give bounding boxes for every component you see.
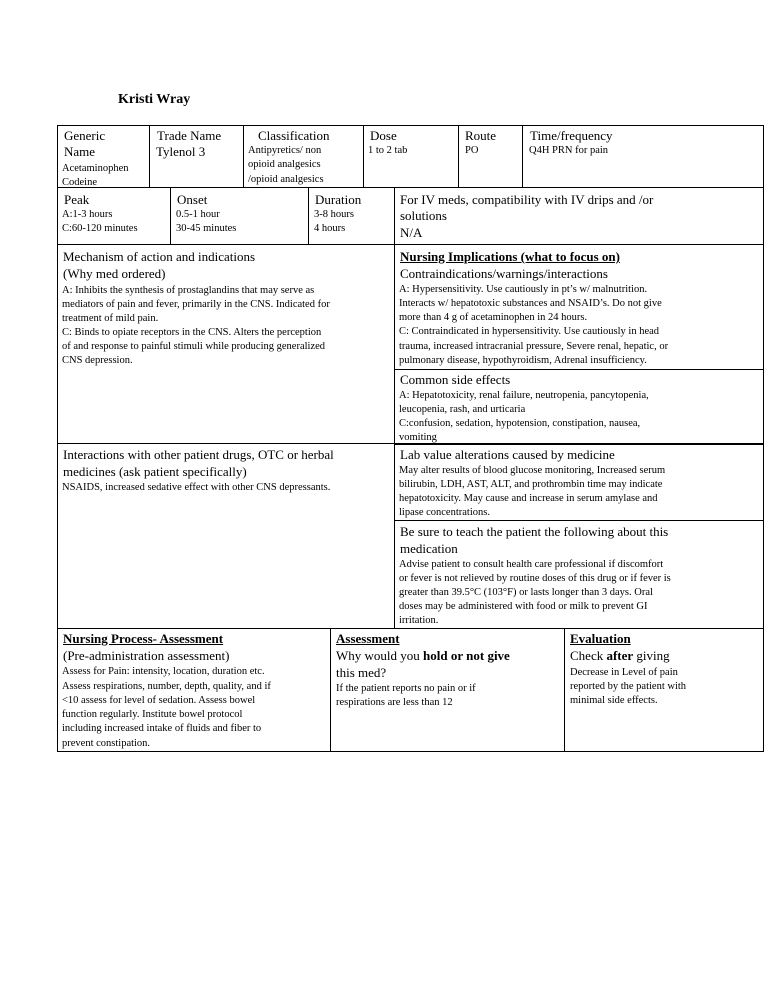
peak-value-2: C:60-120 minutes xyxy=(62,223,138,234)
trade-label: Trade Name xyxy=(157,128,222,143)
evaluation-cell xyxy=(564,628,764,752)
frequency-label: Time/frequency xyxy=(530,128,613,143)
nursing-implications-title: Nursing Implications (what to focus on) xyxy=(400,249,620,264)
evaluation-question-start: Check xyxy=(570,648,607,663)
teaching-line: doses may be administered with food or milk to prevent GI xyxy=(399,601,648,612)
hold-question-start: Why would you xyxy=(336,648,424,663)
process-assessment-cell xyxy=(57,628,331,752)
classification-value-1: Antipyretics/ non xyxy=(248,145,322,156)
nursing-implications-subtitle: Contraindications/warnings/interactions xyxy=(400,266,608,281)
iv-label-2: solutions xyxy=(400,208,447,223)
teaching-line: or fever is not relieved by routine doses of this drug or if fever is xyxy=(399,573,671,584)
dose-value: 1 to 2 tab xyxy=(368,145,408,156)
generic-label-1: Generic xyxy=(64,128,106,143)
evaluation-line: Decrease in Level of pain xyxy=(570,667,678,678)
classification-value-2: opioid analgesics xyxy=(248,159,321,170)
hold-assessment-title: Assessment xyxy=(336,631,400,646)
evaluation-question-bold: after xyxy=(606,648,634,663)
evaluation-title: Evaluation xyxy=(570,631,631,646)
peak-cell xyxy=(57,187,171,245)
teaching-line: greater than 39.5°C (103°F) or lasts longer than 3 days. Oral xyxy=(399,587,653,598)
nursing-implications-line: C: Contraindicated in hypersensitivity. Use cautiously in head xyxy=(399,326,660,337)
evaluation-question xyxy=(570,648,670,664)
side-effects-cell xyxy=(394,369,764,445)
lab-values-cell xyxy=(394,443,764,521)
iv-value: N/A xyxy=(400,225,423,240)
side-effects-line: C:confusion, sedation, hypotension, constipation, nausea, xyxy=(399,418,641,429)
trade-value: Tylenol 3 xyxy=(156,144,206,159)
hold-assessment-line: respirations are less than 12 xyxy=(336,697,453,708)
mechanism-line: of and response to painful stimuli while producing generalized xyxy=(62,341,326,352)
mechanism-cell xyxy=(57,244,395,444)
process-assessment-line: Assess for Pain: intensity, location, duration etc. xyxy=(62,666,265,677)
nursing-implications-line: Interacts w/ hepatotoxic substances and NSAID’s. Do not give xyxy=(399,298,662,309)
nursing-implications-line: A: Hypersensitivity. Use cautiously in pt’s w/ malnutrition. xyxy=(399,284,648,295)
process-assessment-line: Assess respirations, number, depth, quality, and if xyxy=(62,681,271,692)
teaching-title-2: medication xyxy=(400,541,458,556)
generic-label-2: Name xyxy=(64,144,96,159)
nursing-implications-line: trauma, increased intracranial pressure, Severe renal, hepatic, or xyxy=(399,341,669,352)
duration-value-1: 3-8 hours xyxy=(314,209,354,220)
interactions-cell xyxy=(57,443,395,629)
frequency-cell xyxy=(522,125,764,188)
interactions-text: NSAIDS, increased sedative effect with other CNS depressants. xyxy=(62,482,331,493)
nursing-implications-line: pulmonary disease, hypothyroidism, Adrenal insufficiency. xyxy=(399,355,647,366)
process-assessment-title: Nursing Process- Assessment xyxy=(63,631,224,646)
peak-label: Peak xyxy=(64,192,90,207)
author-name: Kristi Wray xyxy=(118,92,191,107)
nursing-implications-cell xyxy=(394,244,764,370)
teaching-line: irritation. xyxy=(399,615,439,626)
route-label: Route xyxy=(465,128,497,143)
side-effects-line: leucopenia, rash, and urticaria xyxy=(399,404,526,415)
onset-value-1: 0.5-1 hour xyxy=(176,209,220,220)
hold-question-end: this med? xyxy=(336,665,387,680)
hold-assessment-question xyxy=(336,648,510,664)
duration-label: Duration xyxy=(315,192,362,207)
side-effects-line: vomiting xyxy=(399,432,437,443)
teaching-title-1: Be sure to teach the patient the following about this xyxy=(400,524,669,539)
teaching-line: Advise patient to consult health care professional if discomfort xyxy=(399,559,664,570)
evaluation-line: reported by the patient with xyxy=(570,681,687,692)
process-assessment-subtitle: (Pre-administration assessment) xyxy=(63,648,230,663)
mechanism-line: CNS depression. xyxy=(62,355,133,366)
evaluation-line: minimal side effects. xyxy=(570,695,658,706)
hold-assessment-cell xyxy=(330,628,565,752)
classification-label: Classification xyxy=(258,128,330,143)
mechanism-title: Mechanism of action and indications xyxy=(63,249,256,264)
trade-name-cell xyxy=(149,125,244,188)
lab-values-line: hepatotoxicity. May cause and increase in serum amylase and xyxy=(399,493,658,504)
process-assessment-line: <10 assess for level of sedation. Assess bowel xyxy=(62,695,256,706)
dose-cell xyxy=(363,125,459,188)
nursing-implications-line: more than 4 g of acetaminophen in 24 hours. xyxy=(399,312,588,323)
route-cell xyxy=(458,125,523,188)
lab-values-title: Lab value alterations caused by medicine xyxy=(400,447,615,462)
hold-assessment-line: If the patient reports no pain or if xyxy=(336,683,476,694)
iv-compatibility-cell xyxy=(394,187,764,245)
mechanism-line: C: Binds to opiate receptors in the CNS. Alters the perception xyxy=(62,327,322,338)
mechanism-line: mediators of pain and fever, primarily in the CNS. Indicated for xyxy=(62,299,330,310)
lab-values-line: May alter results of blood glucose monitoring, Increased serum xyxy=(399,465,666,476)
generic-name-cell xyxy=(57,125,150,188)
evaluation-question-end: giving xyxy=(633,648,670,663)
onset-cell xyxy=(170,187,309,245)
teaching-cell xyxy=(394,520,764,629)
peak-value-1: A:1-3 hours xyxy=(62,209,113,220)
interactions-title-2: medicines (ask patient specifically) xyxy=(63,464,247,479)
onset-label: Onset xyxy=(177,192,208,207)
mechanism-line: A: Inhibits the synthesis of prostaglandins that may serve as xyxy=(62,285,315,296)
mechanism-subtitle: (Why med ordered) xyxy=(63,266,166,281)
generic-value-1: Acetaminophen xyxy=(62,163,129,174)
classification-cell xyxy=(243,125,364,188)
onset-value-2: 30-45 minutes xyxy=(176,223,237,234)
frequency-value: Q4H PRN for pain xyxy=(529,145,609,156)
route-value: PO xyxy=(465,145,479,156)
duration-cell xyxy=(308,187,395,245)
hold-question-bold: hold or not give xyxy=(423,648,510,663)
iv-label-1: For IV meds, compatibility with IV drips and /or xyxy=(400,192,654,207)
dose-label: Dose xyxy=(370,128,397,143)
process-assessment-line: prevent constipation. xyxy=(62,738,151,749)
process-assessment-line: including increased intake of fluids and fiber to xyxy=(62,723,262,734)
generic-value-2: Codeine xyxy=(62,177,97,188)
interactions-title-1: Interactions with other patient drugs, OTC or herbal xyxy=(63,447,334,462)
mechanism-line: treatment of mild pain. xyxy=(62,313,159,324)
lab-values-line: bilirubin, LDH, AST, ALT, and prothrombin time may indicate xyxy=(399,479,663,490)
classification-value-3: /opioid analgesics xyxy=(248,174,324,185)
side-effects-line: A: Hepatotoxicity, renal failure, neutropenia, pancytopenia, xyxy=(399,390,649,401)
duration-value-2: 4 hours xyxy=(314,223,346,234)
lab-values-line: lipase concentrations. xyxy=(399,507,490,518)
process-assessment-line: function regularly. Institute bowel protocol xyxy=(62,709,243,720)
side-effects-title: Common side effects xyxy=(400,372,511,387)
